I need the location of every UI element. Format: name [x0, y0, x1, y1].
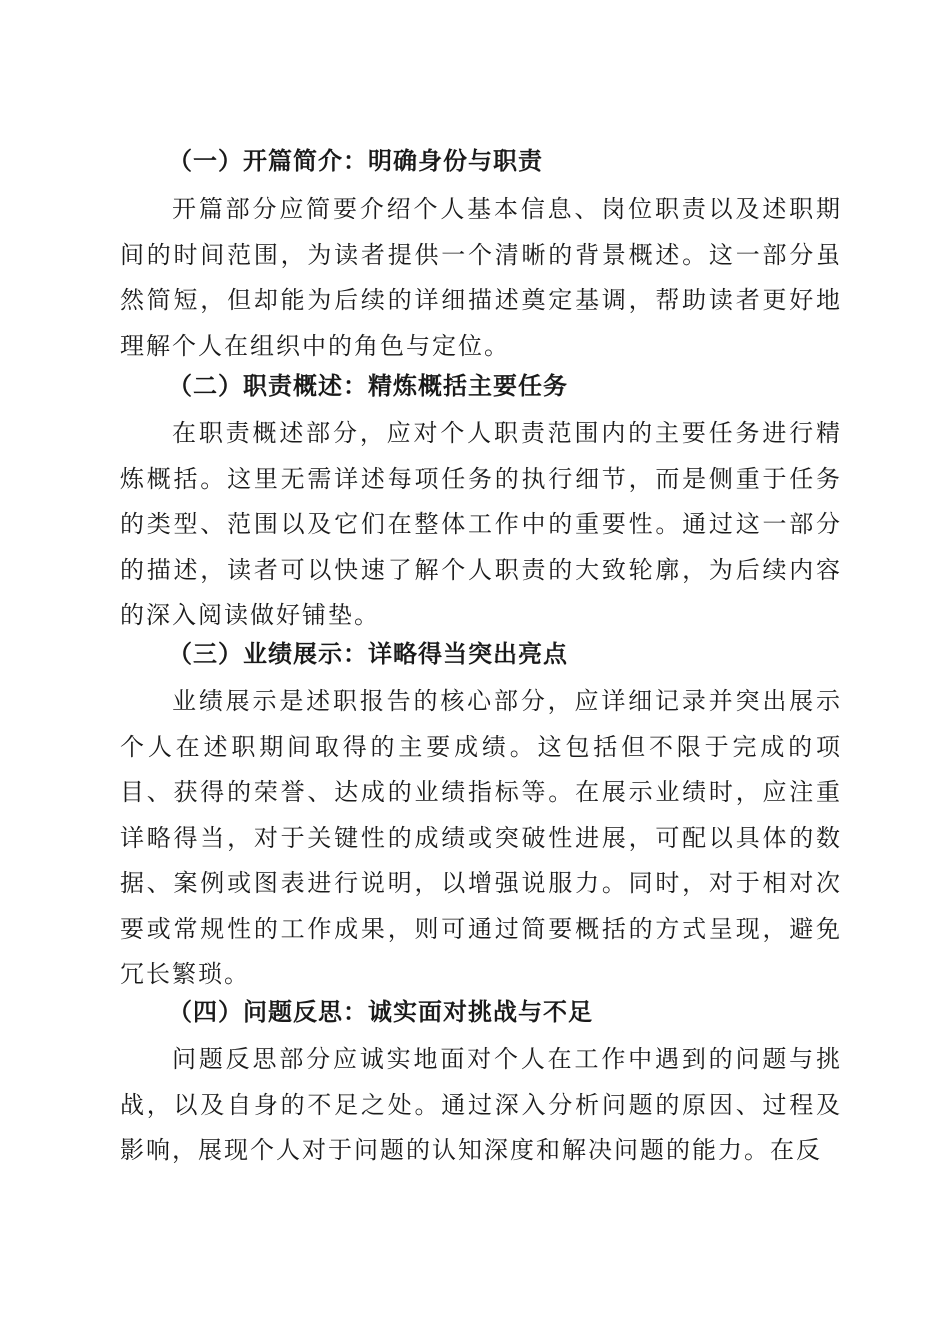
- section-heading-1: （一）开篇简介：明确身份与职责: [168, 146, 543, 175]
- section-body-2: 在职责概述部分，应对个人职责范围内的主要任务进行精炼概括。这里无需详述每项任务的执行细节，而是侧重于任务的类型、范围以及它们在整体工作中的重要性。通过这一部分的描述，读者可以快速了解个人职责的大致轮廓，为后续内容的深入阅读做好铺垫。: [120, 419, 842, 629]
- section-heading-2: （二）职责概述：精炼概括主要任务: [168, 371, 568, 400]
- section-body-1: 开篇部分应简要介绍个人基本信息、岗位职责以及述职期间的时间范围，为读者提供一个清晰的背景概述。这一部分虽然简短，但却能为后续的详细描述奠定基调，帮助读者更好地理解个人在组织中的角色与定位。: [120, 195, 842, 360]
- section-heading-3: （三）业绩展示：详略得当突出亮点: [168, 639, 568, 668]
- section-body-3: 业绩展示是述职报告的核心部分，应详细记录并突出展示个人在述职期间取得的主要成绩。这包括但不限于完成的项目、获得的荣誉、达成的业绩指标等。在展示业绩时，应注重详略得当，对于关键性的成绩或突破性进展，可配以具体的数据、案例或图表进行说明，以增强说服力。同时，对于相对次要或常规性的工作成果，则可通过简要概括的方式呈现，避免冗长繁琐。: [120, 687, 842, 988]
- section-heading-4: （四）问题反思：诚实面对挑战与不足: [168, 997, 593, 1026]
- section-body-4: 问题反思部分应诚实地面对个人在工作中遇到的问题与挑战，以及自身的不足之处。通过深入分析问题的原因、过程及影响，展现个人对于问题的认知深度和解决问题的能力。在反: [120, 1045, 842, 1164]
